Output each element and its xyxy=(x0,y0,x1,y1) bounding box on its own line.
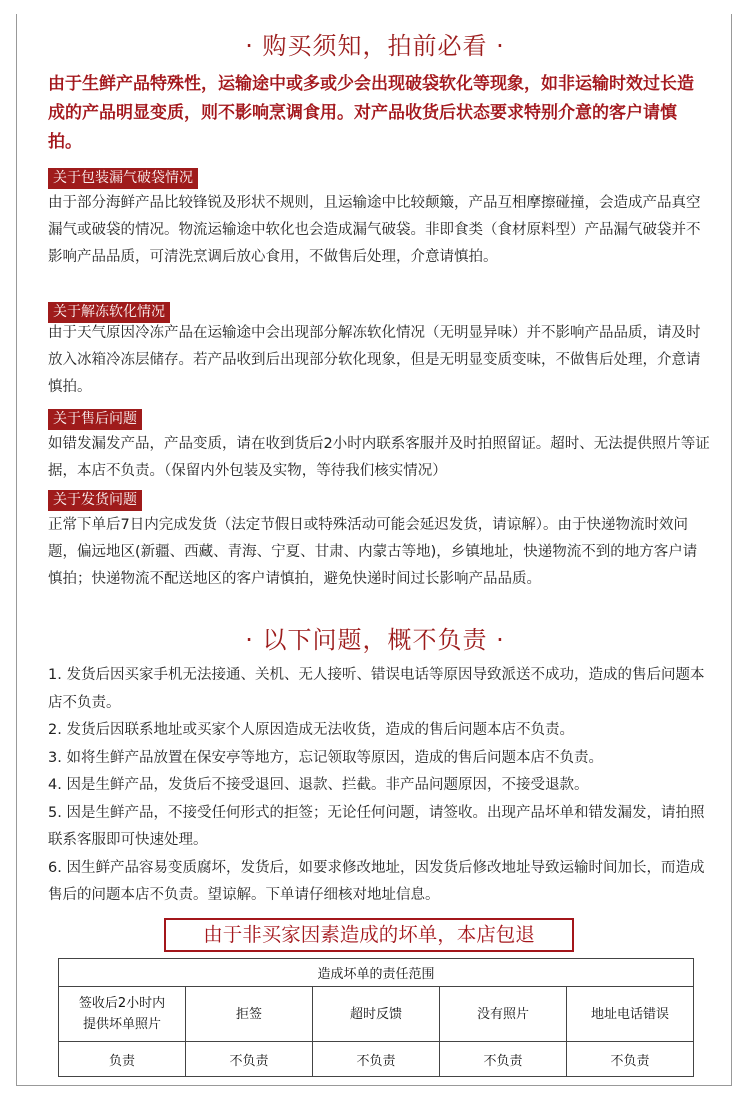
table-caption: 造成坏单的责任范围 xyxy=(59,959,694,987)
table-header-cell: 签收后2小时内 提供坏单照片 xyxy=(59,987,186,1042)
section-text-shipping: 正常下单后7日内完成发货（法定节假日或特殊活动可能会延迟发货，请谅解）。由于快递物流时效问题，偏远地区(新疆、西藏、青海、宁夏、甘肃、内蒙古等地)，乡镇地址，快递物流不到的地方客户请慎拍；快递物流不配送地区的客户请慎拍，避免快递时间过长影响产品品质。 xyxy=(48,517,698,587)
notice-heading: · 购买须知，拍前必看 · xyxy=(245,32,505,60)
table-header-row xyxy=(59,987,694,1042)
table-value-cell: 负责 xyxy=(59,1042,186,1077)
responsibility-table xyxy=(58,958,694,1077)
table-header-cell: 地址电话错误 xyxy=(567,987,694,1042)
list-item: 3. 如将生鲜产品放置在保安亭等地方，忘记领取等原因，造成的售后问题本店不负责。 xyxy=(48,749,603,766)
table-value-cell: 不负责 xyxy=(567,1042,694,1077)
disclaimer-list xyxy=(48,662,708,910)
section-text-aftersales: 如错发漏发产品，产品变质，请在收到货后2小时内联系客服并及时拍照留证。超时、无法提供照片等证据，本店不负责。（保留内外包装及实物，等待我们核实情况） xyxy=(48,436,710,479)
list-item: 6. 因生鲜产品容易变质腐坏，发货后，如要求修改地址，因发货后修改地址导致运输时间加长，而造成售后的问题本店不负责。望谅解。下单请仔细核对地址信息。 xyxy=(48,859,705,903)
table-value-cell: 不负责 xyxy=(186,1042,313,1077)
section-tag-aftersales: 关于售后问题 xyxy=(48,409,142,430)
table-value-cell: 不负责 xyxy=(313,1042,440,1077)
intro-warning: 由于生鲜产品特殊性，运输途中或多或少会出现破袋软化等现象，如非运输时效过长造成的产品明显变质，则不影响烹调食用。对产品收货后状态要求特别介意的客户请慎拍。 xyxy=(48,74,694,152)
disclaimer-heading: · 以下问题，概不负责 · xyxy=(245,626,505,654)
section-text-packaging: 由于部分海鲜产品比较锋锐及形状不规则，且运输途中比较颠簸，产品互相摩擦碰撞，会造成产品真空漏气或破袋的情况。物流运输途中软化也会造成漏气破袋。非即食类（食材原料型）产品漏气破袋并不影响产品品质，可清洗烹调后放心食用，不做售后处理，介意请慎拍。 xyxy=(48,195,701,265)
refund-banner: 由于非买家因素造成的坏单，本店包退 xyxy=(164,918,574,952)
table-value-cell: 不负责 xyxy=(440,1042,567,1077)
table-header-cell: 拒签 xyxy=(186,987,313,1042)
table-header-cell: 超时反馈 xyxy=(313,987,440,1042)
table-row xyxy=(59,1042,694,1077)
section-text-thawing: 由于天气原因冷冻产品在运输途中会出现部分解冻软化情况（无明显异味）并不影响产品品质，请及时放入冰箱冷冻层储存。若产品收到后出现部分软化现象，但是无明显变质变味，不做售后处理，介意请慎拍。 xyxy=(48,325,701,395)
list-item: 1. 发货后因买家手机无法接通、关机、无人接听、错误电话等原因导致派送不成功，造成的售后问题本店不负责。 xyxy=(48,667,705,711)
list-item: 2. 发货后因联系地址或买家个人原因造成无法收货，造成的售后问题本店不负责。 xyxy=(48,722,574,738)
table-header-cell: 没有照片 xyxy=(440,987,567,1042)
list-item: 4. 因是生鲜产品，发货后不接受退回、退款、拦截。非产品问题原因，不接受退款。 xyxy=(48,777,589,793)
list-item: 5. 因是生鲜产品，不接受任何形式的拒签；无论任何问题，请签收。出现产品坏单和错发漏发，请拍照联系客服即可快速处理。 xyxy=(48,804,705,848)
section-tag-shipping: 关于发货问题 xyxy=(48,490,142,511)
section-tag-packaging: 关于包装漏气破袋情况 xyxy=(48,168,198,189)
section-tag-thawing: 关于解冻软化情况 xyxy=(48,302,170,323)
